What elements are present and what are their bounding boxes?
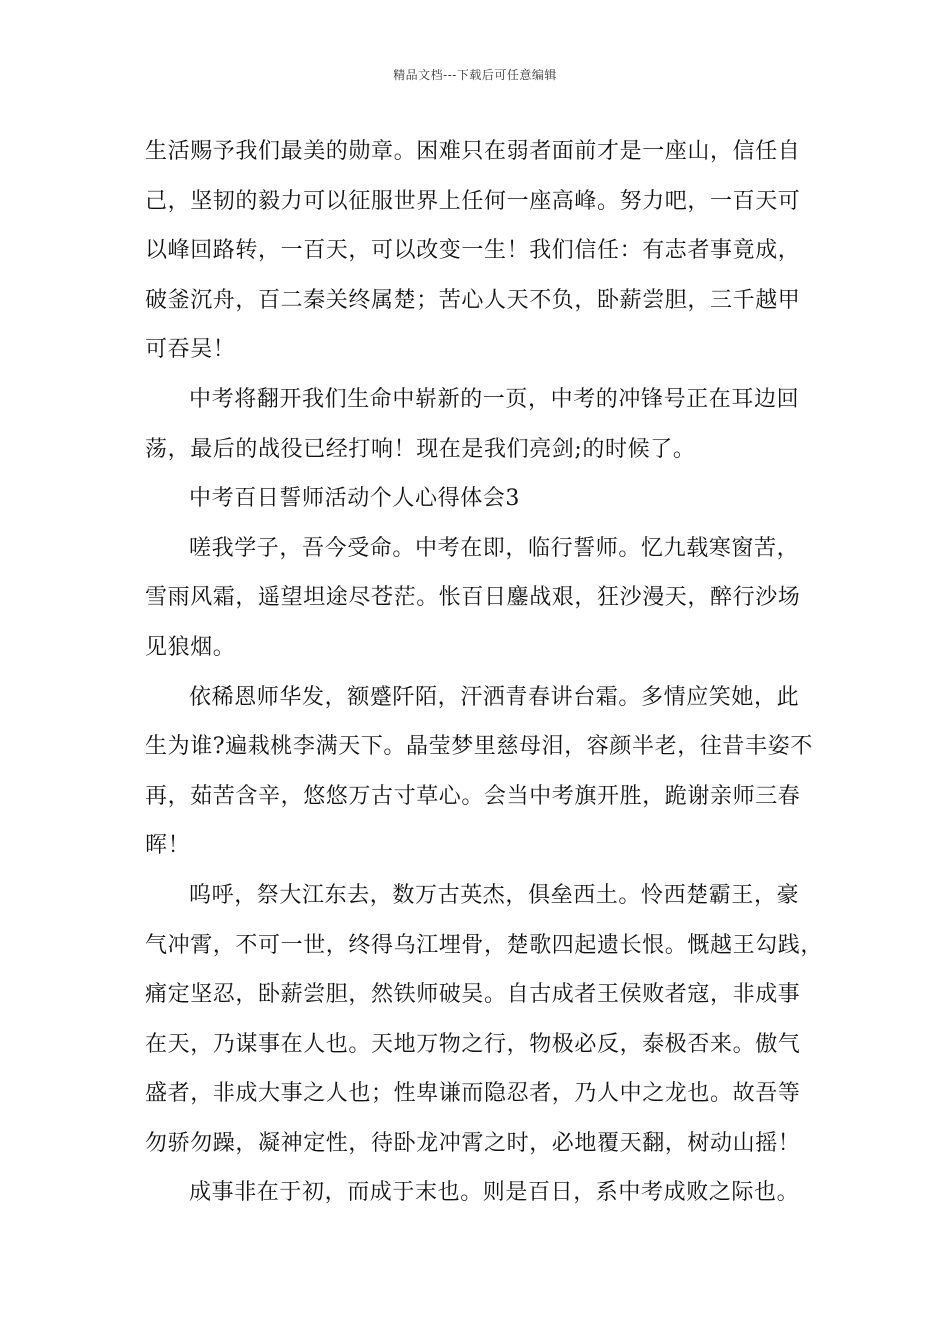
text-line: 嗟我学子，吾今受命。中考在即，临行誓师。忆九载寒窗苦， bbox=[189, 535, 800, 561]
document-body bbox=[145, 127, 825, 1218]
text-line: 生为谁?遍栽桃李满天下。晶莹梦里慈母泪，容颜半老，往昔丰姿不 bbox=[145, 734, 813, 760]
text-line: 以峰回路转，一百天，可以改变一生！我们信任：有志者事竟成， bbox=[145, 238, 801, 264]
text-line: 晖！ bbox=[145, 833, 191, 859]
text-line: 勿骄勿躁，凝神定性，待卧龙冲霄之时，必地覆天翻，树动山摇！ bbox=[145, 1130, 801, 1156]
text-line: 在天，乃谋事在人也。天地万物之行，物极必反，泰极否来。傲气 bbox=[145, 1031, 801, 1057]
text-line: 己，坚韧的毅力可以征服世界上任何一座高峰。努力吧，一百天可 bbox=[145, 188, 801, 214]
text-line: 中考将翻开我们生命中崭新的一页，中考的冲锋号正在耳边回 bbox=[189, 386, 800, 412]
text-line: 中考百日誓师活动个人心得体会3 bbox=[189, 486, 520, 512]
text-line: 荡，最后的战役已经打响！现在是我们亮剑;的时候了。 bbox=[145, 436, 696, 462]
page-header: 精品文档---下载后可任意编辑 bbox=[393, 68, 557, 82]
text-line: 再，茹苦含辛，悠悠万古寸草心。会当中考旗开胜，跪谢亲师三春 bbox=[145, 783, 801, 809]
text-line: 成事非在于初，而成于末也。则是百日，系中考成败之际也。 bbox=[189, 1180, 800, 1206]
text-line: 痛定坚忍，卧薪尝胆，然铁师破吴。自古成者王侯败者寇，非成事 bbox=[145, 982, 801, 1008]
text-line: 盛者，非成大事之人也；性卑谦而隐忍者，乃人中之龙也。故吾等 bbox=[145, 1081, 801, 1107]
text-line: 呜呼，祭大江东去，数万古英杰，俱垒西土。怜西楚霸王，豪 bbox=[189, 882, 800, 908]
text-line: 雪雨风霜，遥望坦途尽苍茫。怅百日鏖战艰，狂沙漫天，醉行沙场 bbox=[145, 585, 801, 611]
text-line: 生活赐予我们最美的勋章。困难只在弱者面前才是一座山，信任自 bbox=[145, 139, 801, 164]
text-line: 气冲霄，不可一世，终得乌江埋骨，楚歌四起遗长恨。慨越王勾践， bbox=[145, 932, 824, 958]
text-line: 可吞吴！ bbox=[145, 337, 236, 363]
text-line: 破釜沉舟，百二秦关终属楚；苦心人天不负，卧薪尝胆，三千越甲 bbox=[145, 287, 801, 313]
text-line: 依稀恩师华发，额蹙阡陌，汗洒青春讲台霜。多情应笑她，此 bbox=[189, 684, 800, 710]
text-line: 见狼烟。 bbox=[145, 634, 236, 660]
